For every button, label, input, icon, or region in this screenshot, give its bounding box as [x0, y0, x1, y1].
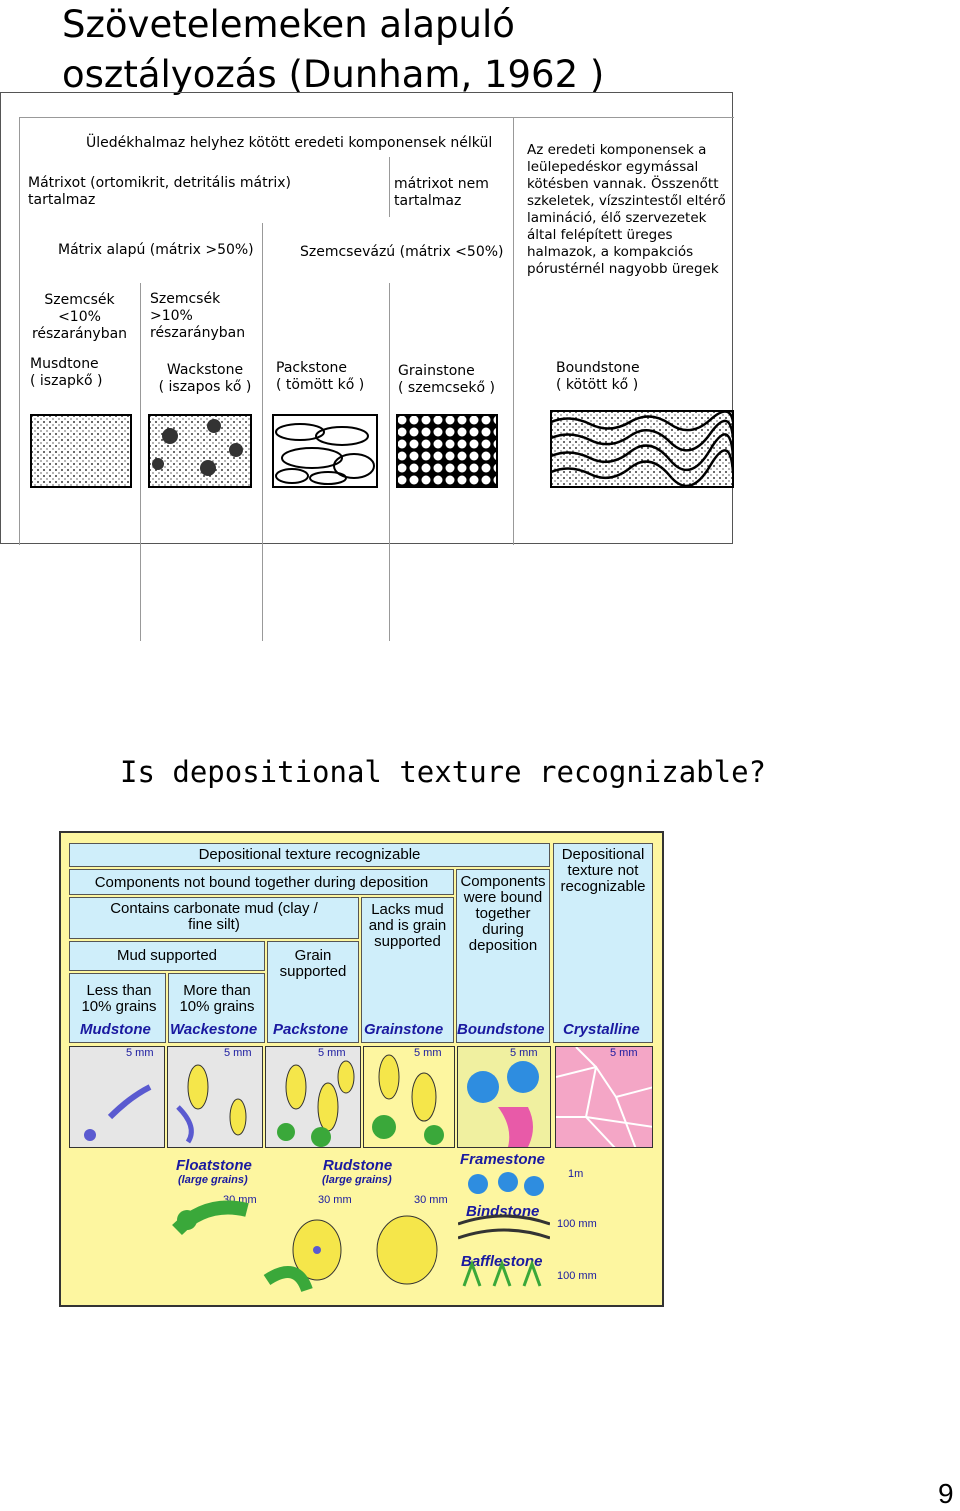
label-not-bound: Components not bound together during deposition — [94, 874, 429, 891]
scale-100mm-2: 100 mm — [557, 1270, 597, 1282]
illustration-grainstone — [363, 1046, 455, 1148]
illustration-wackestone — [167, 1046, 263, 1148]
name-floatstone: Floatstone — [176, 1157, 252, 1174]
swatch-packstone — [272, 414, 378, 488]
scale-100mm-1: 100 mm — [557, 1218, 597, 1230]
hu-type-mudstone: Musdtone ( iszapkő ) — [30, 356, 103, 389]
name-packstone: Packstone — [273, 1021, 349, 1038]
swatch-mudstone — [30, 414, 132, 488]
label-gt10: More than 10% grains — [179, 982, 255, 1015]
label-bound: Components were bound together during deposition — [460, 873, 546, 954]
label-lt10: Less than 10% grains — [81, 982, 157, 1015]
hu-bound-desc: Az eredeti komponensek a leülepedéskor egymással kötésben vannak. Összenőtt szkeletek, vízszintestől eltérő lamináció, élő szervezetek által felépített üreges halmazok, a kompakciós pórustérnél nagyobb üregek — [527, 142, 726, 277]
name-bafflestone: Bafflestone — [461, 1253, 543, 1270]
question-heading: Is depositional texture recognizable? — [120, 755, 767, 789]
scale-5mm-5: 5 mm — [510, 1047, 538, 1059]
hu-type-packstone: Packstone ( tömött kő ) — [276, 360, 365, 393]
scale-5mm-6: 5 mm — [610, 1047, 638, 1059]
label-recognizable: Depositional texture recognizable — [198, 846, 421, 863]
label-contains-mud: Contains carbonate mud (clay / fine silt) — [110, 900, 318, 933]
hu-no-matrix: mátrixot nem tartalmaz — [394, 176, 489, 209]
hu-grains-gt10: Szemcsék >10% részarányban — [150, 291, 246, 341]
scale-30mm-3: 30 mm — [414, 1194, 448, 1206]
swatch-grainstone — [396, 414, 498, 488]
illustration-mudstone — [69, 1046, 165, 1148]
label-grain-supported: Grain supported — [279, 947, 347, 980]
illustration-boundstone — [457, 1046, 551, 1148]
scale-5mm-4: 5 mm — [414, 1047, 442, 1059]
label-not-recognizable: Depositional texture not recognizable — [560, 846, 646, 895]
illustration-reef-types — [458, 1168, 550, 1298]
scale-5mm-3: 5 mm — [318, 1047, 346, 1059]
hu-type-boundstone: Boundstone ( kötött kő ) — [556, 360, 640, 393]
illustration-crystalline — [555, 1046, 653, 1148]
name-grainstone: Grainstone — [364, 1021, 444, 1038]
rudstone-large-grains: (large grains) — [322, 1174, 392, 1186]
hu-grain-supported: Szemcsevázú (mátrix <50%) — [300, 244, 504, 260]
hu-type-wackstone: Wackstone ( iszapos kő ) — [158, 362, 252, 395]
name-crystalline: Crystalline — [563, 1021, 640, 1038]
scale-1m: 1m — [568, 1168, 584, 1180]
hu-type-grainstone: Grainstone ( szemcsekő ) — [398, 363, 495, 396]
page-number: 9 — [938, 1478, 954, 1509]
swatch-wackstone — [148, 414, 252, 488]
illustration-floatstone-rudstone — [167, 1190, 457, 1300]
name-framestone: Framestone — [460, 1151, 546, 1168]
hu-grains-lt10: Szemcsék <10% részarányban — [31, 292, 128, 342]
scale-5mm-2: 5 mm — [224, 1047, 252, 1059]
scale-30mm-1: 30 mm — [223, 1194, 257, 1206]
hu-header: Üledékhalmaz helyhez kötött eredeti komponensek nélkül — [86, 135, 493, 151]
floatstone-large-grains: (large grains) — [178, 1174, 248, 1186]
label-mud-supported: Mud supported — [116, 947, 218, 964]
page-title: Szövetelemeken alapuló osztályozás (Dunham, 1962 ) — [62, 3, 605, 96]
swatch-boundstone — [550, 410, 734, 488]
name-wackestone: Wackestone — [170, 1021, 258, 1038]
label-lacks-mud: Lacks mud and is grain supported — [368, 901, 447, 950]
name-rudstone: Rudstone — [323, 1157, 393, 1174]
name-boundstone: Boundstone — [457, 1021, 545, 1038]
hu-matrix-based: Mátrix alapú (mátrix >50%) — [58, 242, 254, 258]
name-mudstone: Mudstone — [80, 1021, 151, 1038]
scale-5mm-1: 5 mm — [126, 1047, 154, 1059]
hu-matrix-contains: Mátrixot (ortomikrit, detritális mátrix) tartalmaz — [28, 175, 291, 208]
illustration-packstone — [265, 1046, 361, 1148]
name-bindstone: Bindstone — [466, 1203, 540, 1220]
scale-30mm-2: 30 mm — [318, 1194, 352, 1206]
